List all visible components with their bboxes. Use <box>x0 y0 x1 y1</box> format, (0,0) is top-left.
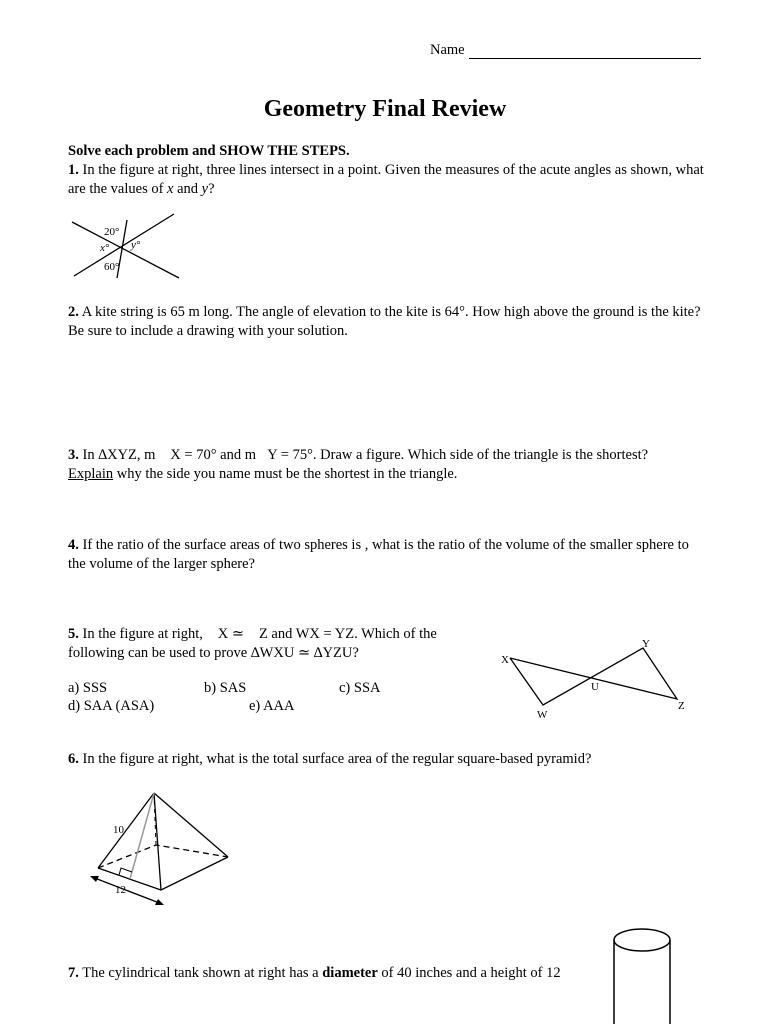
question-5-figure <box>495 632 695 724</box>
question-6-text: In the figure at right, what is the total surface area of the regular square-based pyramid? <box>78 751 592 767</box>
q6-label-slant: 10 <box>113 824 124 836</box>
question-4-number: 4. <box>68 537 79 553</box>
question-2-text: A kite string is 65 m long. The angle of elevation to the kite is 64°. How high above the ground is the kite? Be sure to include a drawing with your solution. <box>68 304 701 339</box>
name-field[interactable] <box>430 42 701 59</box>
q1-angle-top: 20° <box>104 226 120 238</box>
question-7-number: 7. <box>68 965 79 981</box>
name-label: Name <box>430 42 465 58</box>
question-3-text-a: In ∆XYZ, m  X = 70° and m Y = 75°. Draw a figure. Which side of the triangle is the shortest? <box>78 447 649 463</box>
q5-label-x: X <box>501 654 509 666</box>
question-1-text-c: ? <box>208 180 215 197</box>
question-1 <box>68 161 708 198</box>
question-3-explain: Explain <box>68 465 114 482</box>
page-title: Geometry Final Review <box>263 96 507 122</box>
q5-label-z: Z <box>678 700 685 712</box>
option-e[interactable]: e) AAA <box>249 698 295 714</box>
q5-label-u: U <box>591 681 599 693</box>
question-2-number: 2. <box>68 304 79 320</box>
option-d[interactable]: d) SAA (ASA) <box>68 698 155 714</box>
question-6 <box>68 750 708 769</box>
q1-angle-bottom: 60° <box>104 261 120 273</box>
q5-label-y: Y <box>642 638 650 650</box>
q7-cylinder-top <box>614 929 670 951</box>
question-2 <box>68 303 708 340</box>
option-c[interactable]: c) SSA <box>339 680 381 696</box>
name-blank-line[interactable] <box>469 44 701 59</box>
q6-edge-front <box>154 793 161 890</box>
q6-base-hidden <box>98 845 228 868</box>
question-1-figure <box>66 210 186 280</box>
q6-label-base: 12 <box>115 884 126 896</box>
question-7-bold-word: diameter <box>322 965 378 981</box>
instructions: Solve each problem and SHOW THE STEPS. <box>68 143 350 159</box>
question-7-text-b: of 40 inches and a height of 12 <box>377 965 561 981</box>
question-1-var-x: x <box>167 180 174 197</box>
q6-right-angle-mark <box>119 868 132 875</box>
option-b[interactable]: b) SAS <box>204 680 247 696</box>
q5-label-w: W <box>537 709 548 721</box>
q5-bowtie <box>510 648 677 705</box>
question-5-text: In the figure at right,  X ≃  Z and WX = YZ. Which of the following can be used to prove ∆WXU ≃ ∆YZU? <box>68 626 437 661</box>
q1-angle-y: y° <box>131 239 141 251</box>
question-3-number: 3. <box>68 447 79 463</box>
question-6-pyramid-figure <box>88 790 238 910</box>
q1-angle-x: x° <box>100 242 110 254</box>
question-6-number: 6. <box>68 751 79 767</box>
question-5-number: 5. <box>68 626 79 642</box>
question-4 <box>68 536 708 573</box>
question-4-text: If the ratio of the surface areas of two spheres is , what is the ratio of the volume of the smaller sphere to the volume of the larger sphere? <box>68 537 689 572</box>
question-1-number: 1. <box>68 162 79 178</box>
question-1-text-b: and <box>173 180 202 197</box>
question-3-text-b: why the side you name must be the shortest in the triangle. <box>113 465 458 482</box>
question-3 <box>68 446 708 483</box>
q6-dimension-line <box>92 877 162 904</box>
question-5 <box>68 625 448 662</box>
q6-slant-height <box>130 793 154 879</box>
question-1-text-a: In the figure at right, three lines intersect in a point. Given the measures of the acute angles as shown, what are the values of <box>68 162 704 197</box>
question-7-text-a: The cylindrical tank shown at right has a <box>78 965 323 981</box>
question-1-var-y: y <box>201 180 209 197</box>
option-a[interactable]: a) SSS <box>68 680 108 696</box>
q6-edge-right <box>154 793 228 857</box>
question-7-cylinder-figure <box>610 924 674 1024</box>
q1-line-2 <box>74 214 174 276</box>
